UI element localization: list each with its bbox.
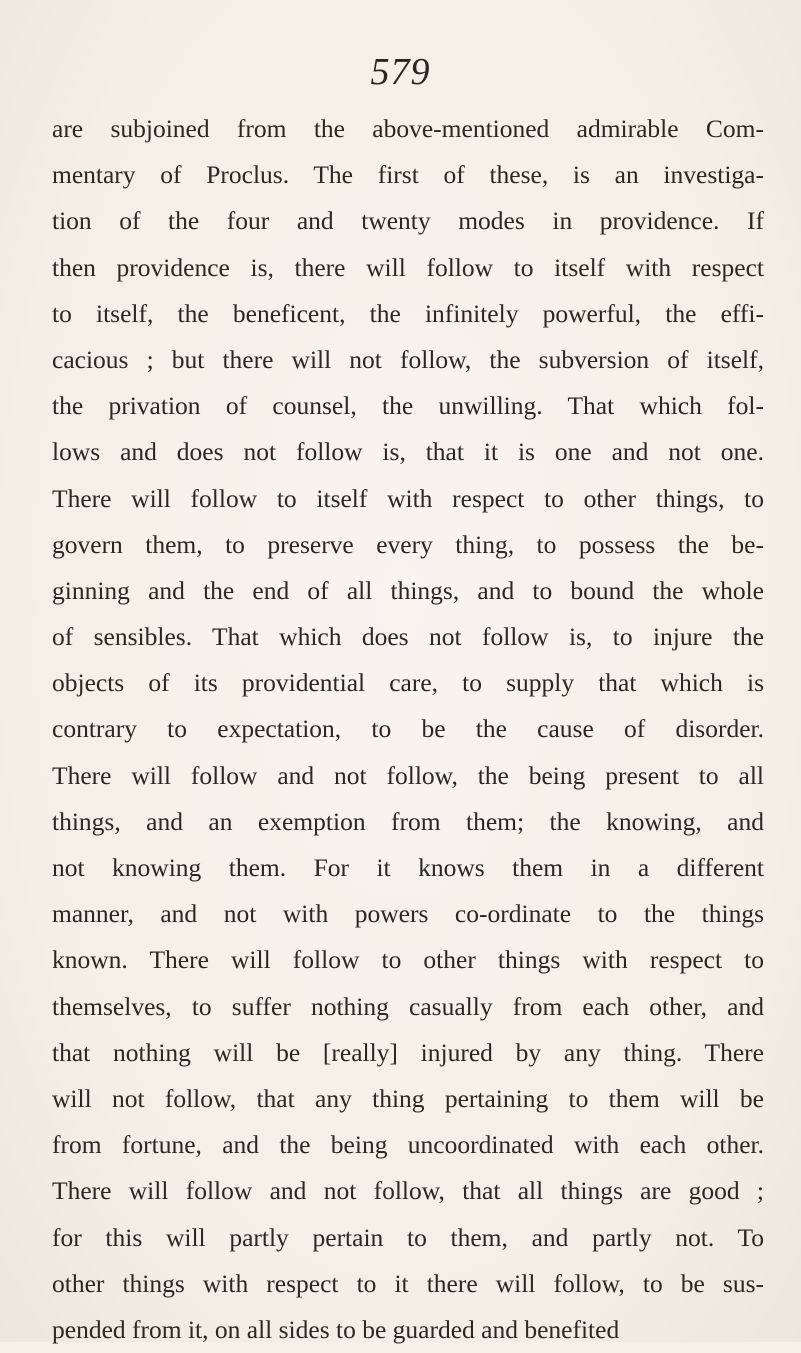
- page-number: 579: [370, 51, 431, 93]
- text-line: of sensibles. That which does not follow is, to injure the: [52, 622, 764, 652]
- text-line: objects of its providential care, to supply that which is: [52, 668, 764, 698]
- text-line: the privation of counsel, the unwilling. That which fol-: [52, 391, 764, 421]
- text-line: then providence is, there will follow to itself with respect: [52, 252, 764, 282]
- text-line: contrary to expectation, to be the cause of disorder.: [52, 714, 764, 744]
- text-line: known. There will follow to other things with respect to: [52, 945, 764, 975]
- text-line: other things with respect to it there will follow, to be sus-: [52, 1268, 764, 1298]
- body-text: [52, 106, 764, 1353]
- text-line: mentary of Proclus. The first of these, is an investiga-: [52, 160, 764, 190]
- text-line: not knowing them. For it knows them in a different: [52, 853, 764, 882]
- text-line: things, and an exemption from them; the knowing, and: [52, 806, 764, 836]
- text-line: that nothing will be [really] injured by any thing. There: [52, 1037, 764, 1067]
- text-line: themselves, to suffer nothing casually from each other, and: [52, 991, 764, 1021]
- text-line: manner, and not with powers co-ordinate to the things: [52, 899, 764, 929]
- text-line: cacious ; but there will not follow, the subversion of itself,: [52, 344, 764, 374]
- text-line: ginning and the end of all things, and to bound the whole: [52, 575, 764, 605]
- text-line: govern them, to preserve every thing, to possess the be-: [52, 529, 764, 559]
- text-line: There will follow to itself with respect to other things, to: [52, 483, 764, 513]
- text-line: There will follow and not follow, that all things are good ;: [52, 1176, 764, 1206]
- text-line: tion of the four and twenty modes in providence. If: [52, 206, 764, 236]
- text-line: will not follow, that any thing pertaining to them will be: [52, 1083, 764, 1113]
- text-line: There will follow and not follow, the being present to all: [52, 760, 764, 790]
- text-line: from fortune, and the being uncoordinated with each other.: [52, 1130, 764, 1160]
- text-line: pended from it, on all sides to be guarded and benefited: [52, 1314, 620, 1344]
- text-line: for this will partly pertain to them, and partly not. To: [52, 1222, 764, 1252]
- text-line: to itself, the beneficent, the infinitely powerful, the effi-: [52, 298, 764, 328]
- text-line: are subjoined from the above-mentioned admirable Com-: [52, 114, 764, 143]
- text-line: lows and does not follow is, that it is one and not one.: [52, 437, 764, 467]
